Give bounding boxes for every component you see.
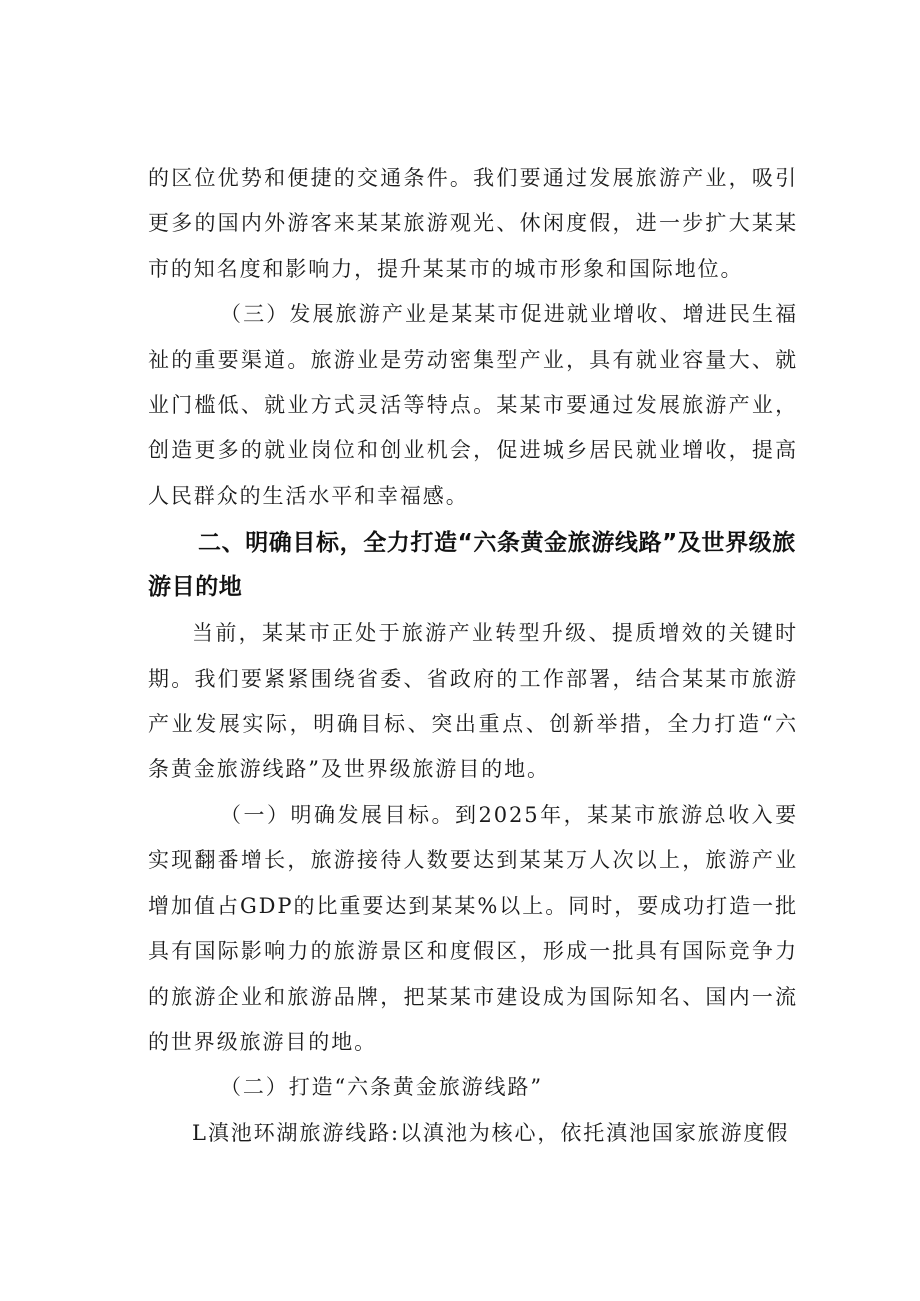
paragraph-employment: （三）发展旅游产业是某某市促进就业增收、增进民生福祉的重要渠道。旅游业是劳动密集型产业，具有就业容量大、就业门槛低、就业方式灵活等特点。某某市要通过发展旅游产业，创造更多的就业岗位和创业机会，促进城乡居民就业增收，提高人民群众的生活水平和幸福感。 xyxy=(148,302,798,508)
paragraph-golden-routes-title: （二）打造“六条黄金旅游线路” xyxy=(220,1075,543,1100)
paragraph-development-goals: （一）明确发展目标。到2025年，某某市旅游总收入要实现翻番增长，旅游接待人数要达到某某万人次以上，旅游产业增加值占GDP的比重要达到某某%以上。同时，要成功打造一批具有国际影响力的旅游景区和度假区，形成一批具有国际竞争力的旅游企业和旅游品牌，把某某市建设成为国际知名、国内一流的世界级旅游目的地。 xyxy=(148,802,798,1054)
document-body xyxy=(148,156,798,1156)
paragraph-regional-advantage: 的区位优势和便捷的交通条件。我们要通过发展旅游产业，吸引更多的国内外游客来某某旅游观光、休闲度假，进一步扩大某某市的知名度和影响力，提升某某市的城市形象和国际地位。 xyxy=(148,166,798,281)
paragraph-current-period: 当前，某某市正处于旅游产业转型升级、提质增效的关键时期。我们要紧紧围绕省委、省政府的工作部署，结合某某市旅游产业发展实际，明确目标、突出重点、创新举措，全力打造“六条黄金旅游线路”及世界级旅游目的地。 xyxy=(148,621,798,782)
paragraph-dianchi-route: L滇池环湖旅游线路:以滇池为核心，依托滇池国家旅游度假 xyxy=(192,1120,790,1145)
section-heading-2: 二、明确目标，全力打造“六条黄金旅游线路”及世界级旅游目的地 xyxy=(148,530,796,601)
